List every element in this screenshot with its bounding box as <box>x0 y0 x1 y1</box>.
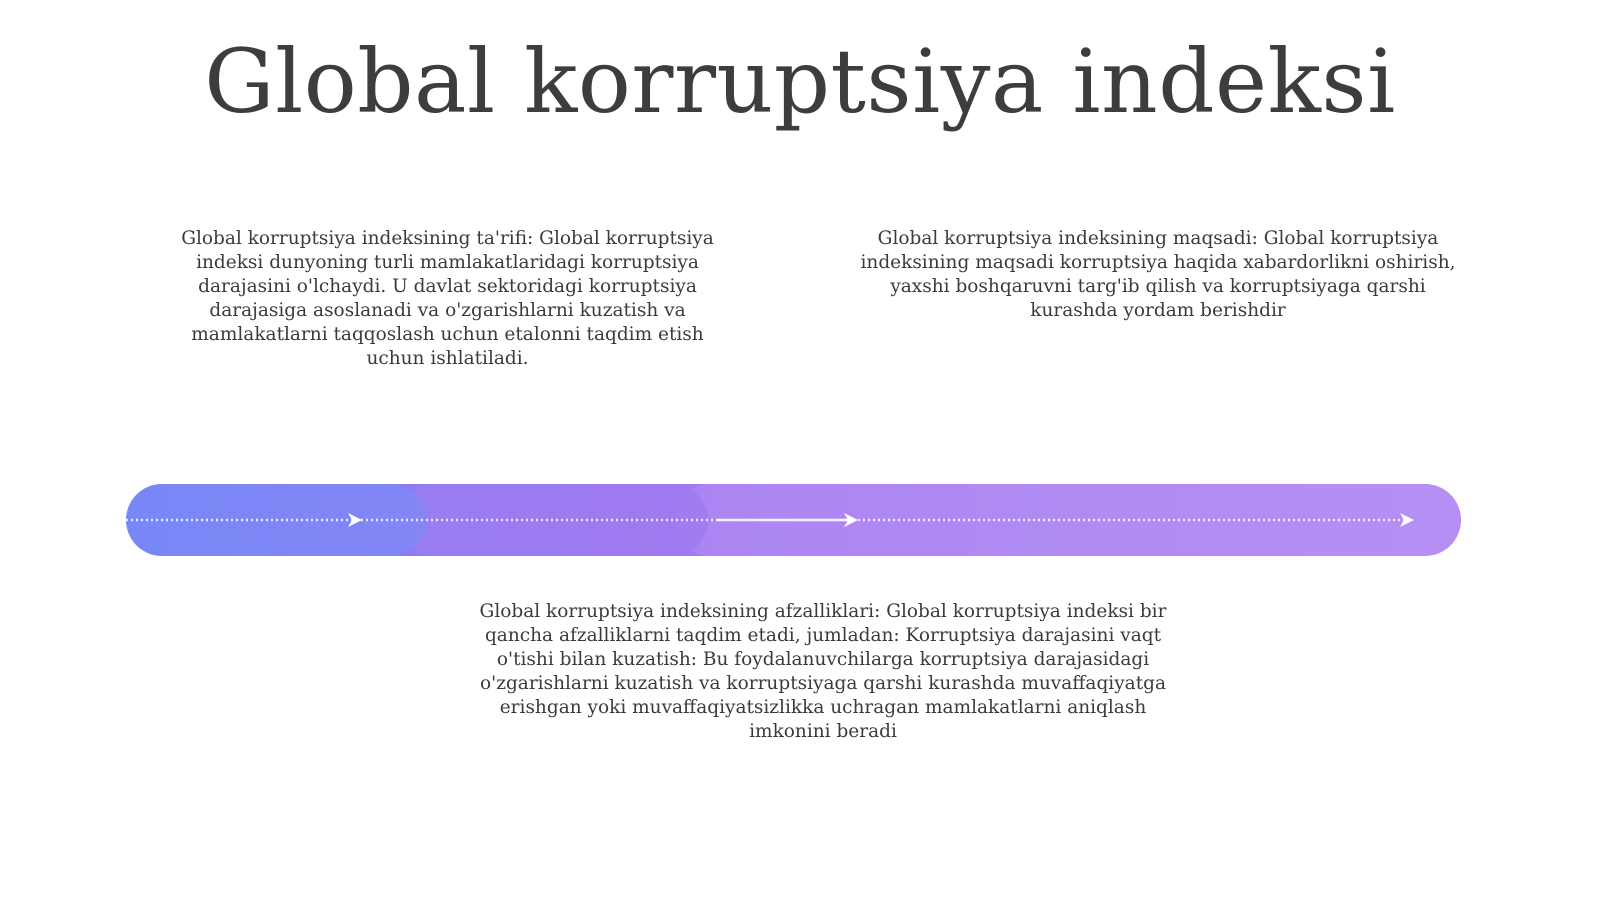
page-title: Global korruptsiya indeksi <box>204 30 1396 133</box>
timeline-arrows <box>126 484 1461 556</box>
timeline-bar <box>126 484 1461 556</box>
advantages-text: Global korruptsiya indeksining afzalliklari: Global korruptsiya indeksi bir qancha afzalliklarni taqdim etadi, jumladan: Korruptsiya darajasini vaqt o'tishi bilan kuzatish: Bu foydalanuvchilarga korruptsiya darajasidagi o'zgarishlarni kuzatish va korruptsiyaga qarshi kurashda muvaffaqiyatga erishgan yoki muvaffaqiyatsizlikka uchragan mamlakatlarni aniqlash imkonini beradi <box>479 601 1167 742</box>
arrow-right-icon <box>348 513 362 527</box>
purpose-text: Global korruptsiya indeksining maqsadi: Global korruptsiya indeksining maqsadi korruptsiya haqida xabardorlikni oshirish, yaxshi boshqaruvni targ'ib qilish va korruptsiyaga qarshi kurashda yordam berishdir <box>860 228 1456 321</box>
definition-text: Global korruptsiya indeksining ta'rifi: Global korruptsiya indeksi dunyoning turli mamlakatlaridagi korruptsiya darajasini o'lchaydi. U davlat sektoridagi korruptsiya darajasiga asoslanadi va o'zgarishlarni kuzatish va mamlakatlarni taqqoslash uchun etalonni taqdim etish uchun ishlatiladi. <box>181 228 714 369</box>
arrow-right-icon <box>1400 513 1414 527</box>
